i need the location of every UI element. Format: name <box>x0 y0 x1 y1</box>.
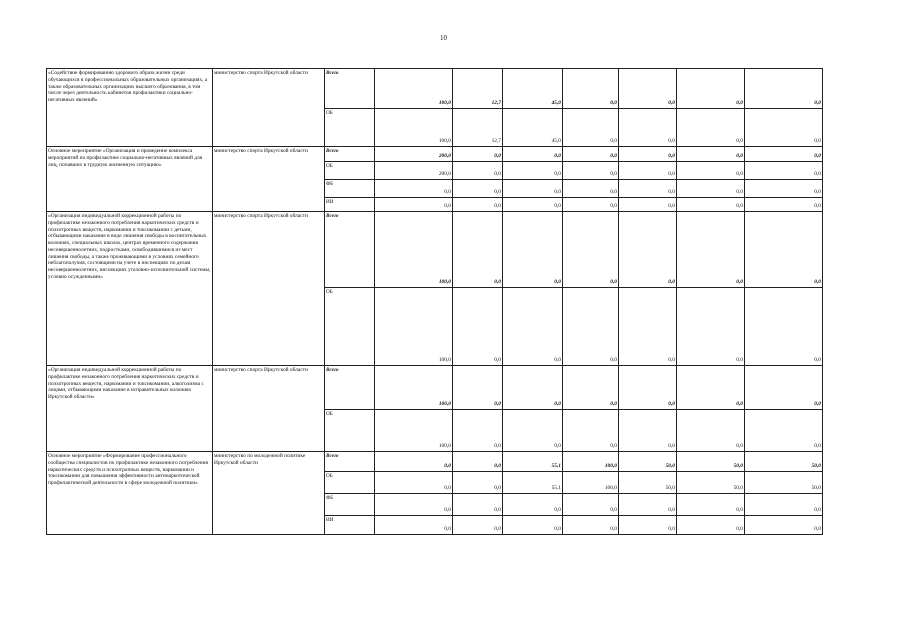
amount-cell: 0,0 <box>503 516 563 535</box>
table-row <box>47 366 823 410</box>
amount-cell: 0,0 <box>619 109 677 147</box>
funding-source: Всего <box>325 366 375 410</box>
amount-cell: 0,0 <box>375 180 453 198</box>
amount-cell: 0,0 <box>745 516 823 535</box>
amount-cell: 0,0 <box>677 288 745 366</box>
amount-cell: 0,0 <box>453 162 503 180</box>
responsible-executor: министерство спорта Иркутской области <box>213 147 325 212</box>
amount-cell: 0,0 <box>745 109 823 147</box>
amount-cell: 0,0 <box>677 494 745 516</box>
amount-cell: 0,0 <box>619 212 677 288</box>
activity-description: Основное мероприятие «Организация и проведение комплекса мероприятий по профилактике социально-негативных явлений для лиц, попавших в трудную жизненную ситуацию» <box>47 147 213 212</box>
amount-cell: 0,0 <box>563 69 619 109</box>
responsible-executor: министерство спорта Иркутской области <box>213 212 325 366</box>
amount-cell: 50,0 <box>677 452 745 472</box>
amount-cell: 0,0 <box>563 180 619 198</box>
amount-cell: 100,0 <box>375 410 453 452</box>
funding-source: Всего <box>325 212 375 288</box>
amount-cell: 200,0 <box>375 162 453 180</box>
amount-cell: 0,0 <box>745 212 823 288</box>
amount-cell: 0,0 <box>745 288 823 366</box>
amount-cell: 0,0 <box>563 162 619 180</box>
funding-source: ОБ <box>325 162 375 180</box>
table-row <box>47 147 823 162</box>
amount-cell: 50,0 <box>745 452 823 472</box>
amount-cell: 50,0 <box>745 472 823 494</box>
amount-cell: 100,0 <box>375 366 453 410</box>
amount-cell: 100,0 <box>375 109 453 147</box>
amount-cell: 0,0 <box>745 410 823 452</box>
amount-cell: 50,0 <box>619 472 677 494</box>
amount-cell: 0,0 <box>677 516 745 535</box>
amount-cell: 45,0 <box>503 69 563 109</box>
amount-cell: 0,0 <box>453 410 503 452</box>
amount-cell: 0,0 <box>563 109 619 147</box>
table-row <box>47 69 823 109</box>
page-number: 10 <box>440 34 447 42</box>
amount-cell: 0,0 <box>453 516 503 535</box>
responsible-executor: министерство спорта Иркутской области <box>213 69 325 147</box>
funding-source: Всего <box>325 69 375 109</box>
amount-cell: 0,0 <box>503 162 563 180</box>
amount-cell: 0,0 <box>453 288 503 366</box>
funding-source: ИИ <box>325 516 375 535</box>
amount-cell: 12,7 <box>453 69 503 109</box>
funding-source: ОБ <box>325 472 375 494</box>
amount-cell: 0,0 <box>745 180 823 198</box>
amount-cell: 0,0 <box>563 516 619 535</box>
funding-source: Всего <box>325 147 375 162</box>
amount-cell: 45,0 <box>503 109 563 147</box>
amount-cell: 0,0 <box>619 494 677 516</box>
amount-cell: 0,0 <box>453 494 503 516</box>
amount-cell: 0,0 <box>503 212 563 288</box>
amount-cell: 0,0 <box>677 366 745 410</box>
amount-cell: 55,1 <box>503 472 563 494</box>
amount-cell: 0,0 <box>619 147 677 162</box>
amount-cell: 0,0 <box>745 147 823 162</box>
amount-cell: 0,0 <box>453 147 503 162</box>
amount-cell: 0,0 <box>375 452 453 472</box>
table-row <box>47 212 823 288</box>
amount-cell: 0,0 <box>619 162 677 180</box>
amount-cell: 0,0 <box>619 69 677 109</box>
funding-source: ОБ <box>325 109 375 147</box>
amount-cell: 0,0 <box>745 198 823 212</box>
amount-cell: 0,0 <box>745 69 823 109</box>
amount-cell: 0,0 <box>563 198 619 212</box>
amount-cell: 0,0 <box>453 366 503 410</box>
amount-cell: 0,0 <box>677 69 745 109</box>
amount-cell: 0,0 <box>503 147 563 162</box>
amount-cell: 0,0 <box>563 410 619 452</box>
amount-cell: 0,0 <box>453 212 503 288</box>
funding-source: ИИ <box>325 198 375 212</box>
amount-cell: 50,0 <box>619 452 677 472</box>
budget-table-body <box>47 69 823 535</box>
activity-description: «Организация индивидуальной коррекционной работы по профилактике незаконного потребления наркотических средств и психотропных веществ, наркомании и токсикомании с детьми, отбывающими наказание в виде лишения свободы в воспитательных колониях, специальных школах, центрах временного содержания несовершеннолетних, подростками, освободившимися из мест лишения свободы, а также проживающими в условиях семейного неблагополучия, состоящими на учете в инспекциях по делам несовершеннолетних, инспекциях уголовно-исполнительной системы, условно осужденными» <box>47 212 213 366</box>
amount-cell: 100,0 <box>563 452 619 472</box>
amount-cell: 0,0 <box>619 366 677 410</box>
amount-cell: 0,0 <box>745 366 823 410</box>
amount-cell: 0,0 <box>619 180 677 198</box>
funding-source: ФБ <box>325 180 375 198</box>
funding-source: ОБ <box>325 410 375 452</box>
amount-cell: 100,0 <box>375 69 453 109</box>
amount-cell: 0,0 <box>453 198 503 212</box>
funding-source: ФБ <box>325 494 375 516</box>
amount-cell: 0,0 <box>503 410 563 452</box>
amount-cell: 0,0 <box>503 366 563 410</box>
amount-cell: 0,0 <box>563 494 619 516</box>
amount-cell: 0,0 <box>619 516 677 535</box>
amount-cell: 0,0 <box>375 198 453 212</box>
activity-description: «Содействие формированию здорового образа жизни среди обучающихся в профессиональных образовательных организациях, а также образовательных организациях высшего образования, в том числе через деятельность кабинетов профилактики социально-негативных явлений» <box>47 69 213 147</box>
responsible-executor: министерство спорта Иркутской области <box>213 366 325 452</box>
amount-cell: 55,1 <box>503 452 563 472</box>
amount-cell: 0,0 <box>453 452 503 472</box>
amount-cell: 0,0 <box>619 198 677 212</box>
amount-cell: 0,0 <box>563 212 619 288</box>
budget-table <box>46 68 823 535</box>
amount-cell: 0,0 <box>503 494 563 516</box>
amount-cell: 0,0 <box>453 472 503 494</box>
amount-cell: 0,0 <box>503 180 563 198</box>
amount-cell: 0,0 <box>677 410 745 452</box>
amount-cell: 100,0 <box>375 288 453 366</box>
activity-description: «Организация индивидуальной коррекционной работы по профилактике незаконного потребления наркотических средств и психотропных веществ, наркомании и токсикомании, алкоголизма с лицами, отбывающими наказание в исправительных колониях Иркутской области» <box>47 366 213 452</box>
amount-cell: 100,0 <box>375 212 453 288</box>
table-row <box>47 452 823 472</box>
amount-cell: 50,0 <box>677 472 745 494</box>
amount-cell: 100,0 <box>563 472 619 494</box>
amount-cell: 0,0 <box>453 180 503 198</box>
activity-description: Основное мероприятие «Формирование профессионального сообщества специалистов по профилактике незаконного потребления наркотических средств и психотропных веществ, наркомании и токсикомании для повышения эффективности антинаркотической профилактической деятельности в сфере молодежной политики» <box>47 452 213 535</box>
amount-cell: 0,0 <box>503 288 563 366</box>
amount-cell: 0,0 <box>375 516 453 535</box>
amount-cell: 0,0 <box>677 212 745 288</box>
amount-cell: 0,0 <box>563 147 619 162</box>
amount-cell: 0,0 <box>503 198 563 212</box>
amount-cell: 0,0 <box>677 147 745 162</box>
amount-cell: 0,0 <box>375 472 453 494</box>
amount-cell: 0,0 <box>619 410 677 452</box>
responsible-executor: министерство по молодежной политике Иркутской области <box>213 452 325 535</box>
amount-cell: 200,0 <box>375 147 453 162</box>
amount-cell: 0,0 <box>375 494 453 516</box>
amount-cell: 0,0 <box>563 288 619 366</box>
amount-cell: 0,0 <box>677 162 745 180</box>
amount-cell: 0,0 <box>745 494 823 516</box>
amount-cell: 0,0 <box>677 180 745 198</box>
amount-cell: 0,0 <box>677 198 745 212</box>
amount-cell: 12,7 <box>453 109 503 147</box>
amount-cell: 0,0 <box>563 366 619 410</box>
amount-cell: 0,0 <box>745 162 823 180</box>
amount-cell: 0,0 <box>677 109 745 147</box>
funding-source: Всего <box>325 452 375 472</box>
amount-cell: 0,0 <box>619 288 677 366</box>
funding-source: ОБ <box>325 288 375 366</box>
